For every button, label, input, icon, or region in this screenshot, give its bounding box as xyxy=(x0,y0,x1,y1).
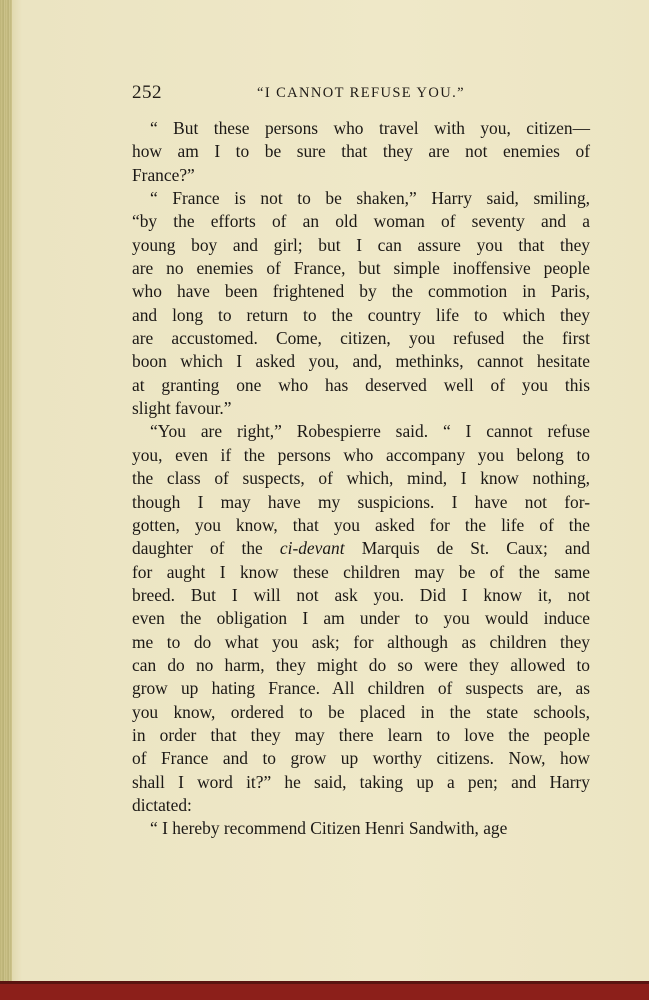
text-line: are no enemies of France, but simple inoffensive people xyxy=(132,258,590,279)
text-line: grow up hating France. All children of suspects are, as xyxy=(132,678,590,699)
page-number: 252 xyxy=(132,82,162,103)
text-line: shall I word it?” he said, taking up a pen; and Harry xyxy=(132,771,590,792)
page-binding-edge xyxy=(0,0,12,1000)
text-line: who have been frightened by the commotion in Paris, xyxy=(132,281,590,302)
text-line: young boy and girl; but I can assure you that they xyxy=(132,234,590,255)
text-line: at granting one who has deserved well of you this xyxy=(132,374,590,395)
text-line: can do no harm, they might do so were they allowed to xyxy=(132,654,590,675)
chapter-running-title: “I CANNOT REFUSE YOU.” xyxy=(257,85,466,101)
text-line: you, even if the persons who accompany you belong to xyxy=(132,444,590,465)
italic-ci-devant: ci-devant xyxy=(279,538,345,559)
text-line: France?” xyxy=(132,164,195,185)
text-line: “ France is not to be shaken,” Harry said, smiling, xyxy=(150,188,590,209)
text-line: how am I to be sure that they are not enemies of xyxy=(132,141,590,162)
text-line: “You are right,” Robespierre said. “ I cannot refuse xyxy=(150,421,590,442)
text-line: breed. But I will not ask you. Did I know it, not xyxy=(132,584,590,605)
text-line: are accustomed. Come, citizen, you refused the first xyxy=(132,328,590,349)
body-text xyxy=(132,117,590,841)
text-line: boon which I asked you, and, methinks, cannot hesitate xyxy=(132,351,590,372)
text-line: “ But these persons who travel with you, citizen— xyxy=(150,118,590,138)
text-line: the class of suspects, of which, mind, I know nothing, xyxy=(132,468,590,489)
text-line: you know, ordered to be placed in the state schools, xyxy=(132,701,590,722)
text-line: of France and to grow up worthy citizens. Now, how xyxy=(132,748,590,769)
text-line: gotten, you know, that you asked for the life of the xyxy=(132,514,590,535)
text-line: “ I hereby recommend Citizen Henri Sandwith, age xyxy=(150,818,508,839)
text-line: even the obligation I am under to you would induce xyxy=(132,608,590,629)
text-line: dictated: xyxy=(132,794,192,815)
text-line: and long to return to the country life to which they xyxy=(132,304,590,325)
text-line-with-italic: daughter of the ci-devant Marquis de St. Caux; and xyxy=(132,538,590,559)
text-line: “by the efforts of an old woman of seventy and a xyxy=(132,211,590,232)
text-line: in order that they may there learn to love the people xyxy=(132,724,590,745)
text-line: for aught I know these children may be of the same xyxy=(132,561,590,582)
text-line: slight favour.” xyxy=(132,398,232,419)
running-head xyxy=(132,82,592,106)
text-line: me to do what you ask; for although as children they xyxy=(132,631,590,652)
text-line: though I may have my suspicions. I have not for- xyxy=(132,491,590,512)
bottom-cover-edge xyxy=(0,984,649,1000)
